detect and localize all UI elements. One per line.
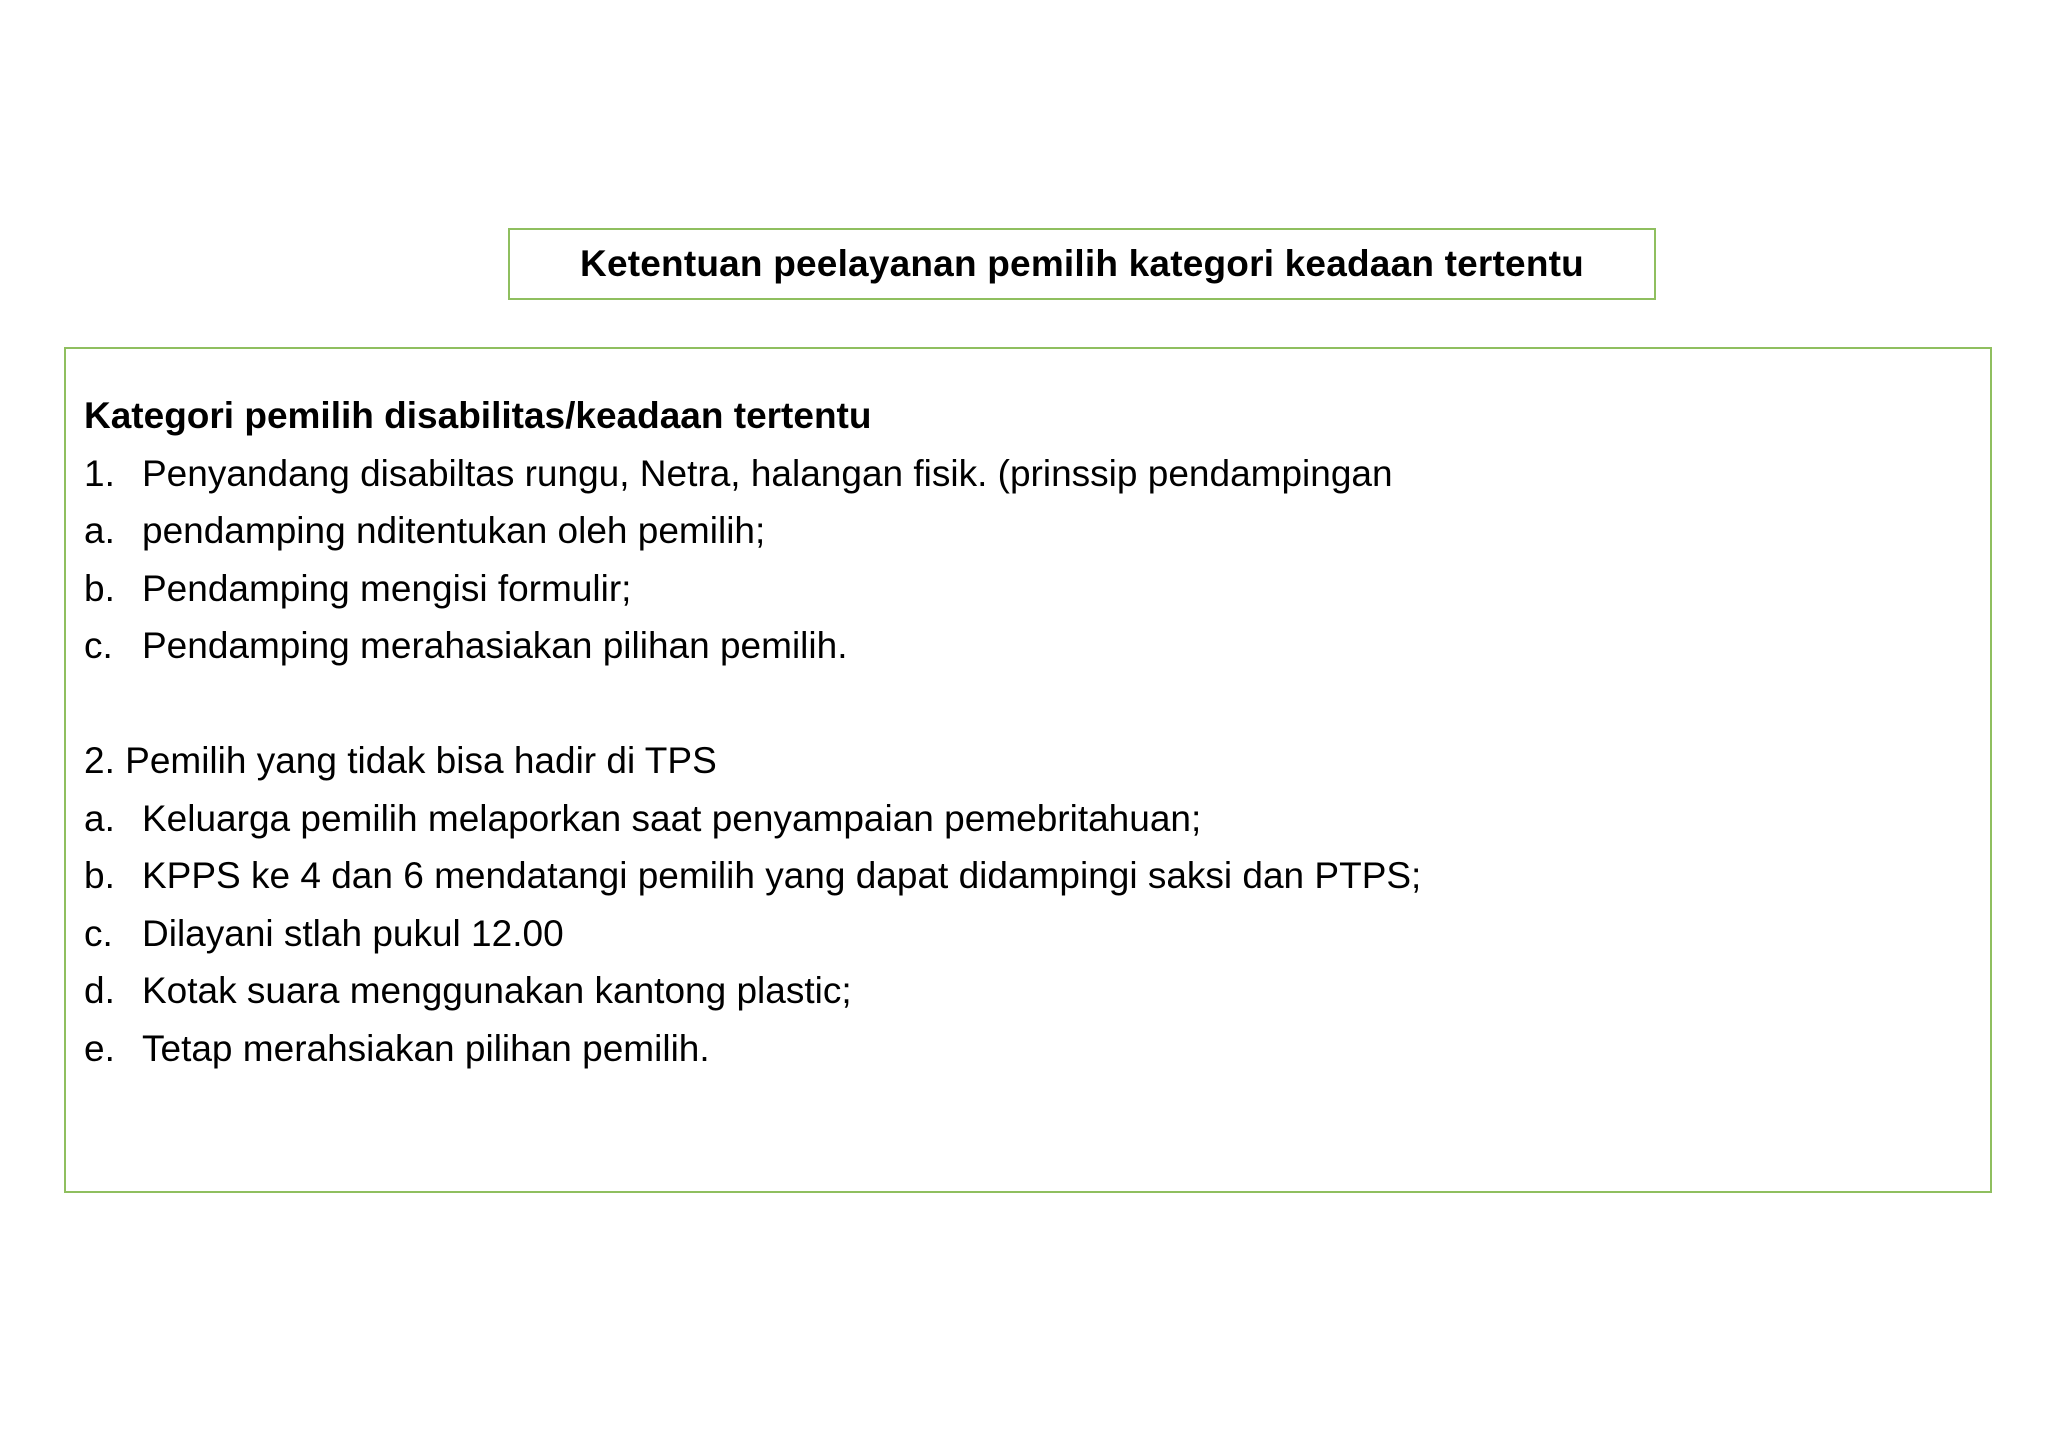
list-item-text: pendamping nditentukan oleh pemilih;: [142, 510, 766, 551]
spacer: [84, 675, 1972, 733]
list-item-text: Keluarga pemilih melaporkan saat penyampaian pemebritahuan;: [142, 797, 1202, 839]
list-marker: b.: [84, 855, 115, 896]
list-item-1c: [84, 617, 1972, 675]
list-item-text: Kotak suara menggunakan kantong plastic;: [142, 970, 852, 1011]
list-marker: d.: [84, 970, 115, 1011]
list-item-text: Pendamping merahasiakan pilihan pemilih.: [142, 625, 848, 666]
list-item-2e: [84, 1020, 1972, 1078]
list-marker: c.: [84, 912, 113, 954]
list-item-1a: [84, 502, 1972, 560]
list-marker: b.: [84, 567, 115, 609]
list-item-1: [84, 445, 1972, 503]
list-item-2a: [84, 790, 1972, 848]
list-item-text: Pendamping mengisi formulir;: [142, 567, 632, 609]
list-item-2c: [84, 905, 1972, 963]
content-box: [64, 347, 1992, 1193]
page-title: Ketentuan peelayanan pemilih kategori keadaan tertentu: [580, 243, 1584, 284]
list-item-text: Dilayani stlah pukul 12.00: [142, 912, 564, 954]
list-item-2: 2. Pemilih yang tidak bisa hadir di TPS: [84, 740, 717, 781]
list-item-text: Tetap merahsiakan pilihan pemilih.: [142, 1027, 710, 1069]
list-item-2b: [84, 847, 1972, 905]
list-marker: 1.: [84, 452, 115, 494]
list-marker: a.: [84, 510, 115, 551]
list-marker: c.: [84, 625, 113, 666]
list-item-2d: [84, 962, 1972, 1020]
list-item-text: Penyandang disabiltas rungu, Netra, halangan fisik. (prinssip pendampingan: [142, 452, 1393, 494]
list-marker: a.: [84, 797, 115, 839]
section-heading: Kategori pemilih disabilitas/keadaan tertentu: [84, 395, 872, 436]
title-box: [508, 228, 1656, 300]
content-body: [84, 387, 1972, 1077]
list-marker: e.: [84, 1027, 115, 1069]
list-item-1b: [84, 560, 1972, 618]
list-item-text: KPPS ke 4 dan 6 mendatangi pemilih yang dapat didampingi saksi dan PTPS;: [142, 855, 1422, 896]
